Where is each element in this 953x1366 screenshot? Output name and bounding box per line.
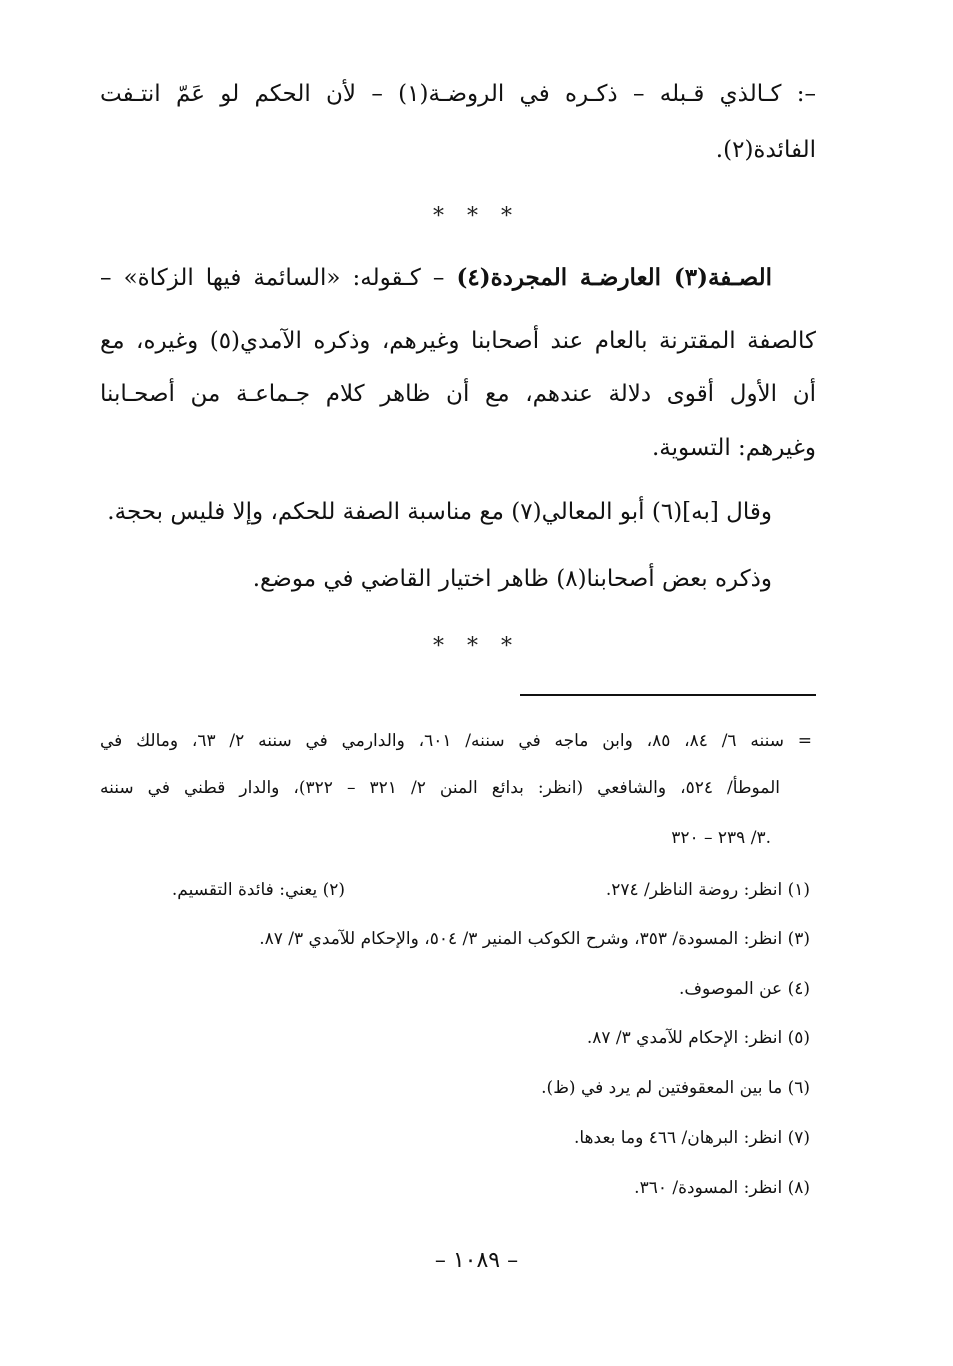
footnote-4: (٤) عن الموصوف. <box>678 979 810 999</box>
body-line: –: كـالذي قـبله – ذكـره في الروضـة(١) – لأن الحكم لو عَمّ انتـفت <box>100 81 816 107</box>
footnote-line: الموطأ/ ٥٢٤، والشافعي (انظر: بدائع المنن ٢/ ٣٢١ – ٣٢٢)، والدار قطني في سننه <box>100 778 781 798</box>
footnote-divider <box>520 694 816 696</box>
footnote-line: ٣/ ٢٣٩ – ٣٢٠. <box>671 828 771 848</box>
body-line: أن الأول أقوى دلالة عندهم، مع أن ظاهر كلام جـماعـة من أصحـابنا <box>100 381 816 407</box>
footnote-8: (٨) انظر: المسودة/ ٣٦٠. <box>634 1178 810 1198</box>
body-line: وغيرهم: التسوية. <box>651 435 816 461</box>
footnote-7: (٧) انظر: البرهان/ ٤٦٦ وما بعدها. <box>573 1128 810 1148</box>
footnote-3: (٣) انظر: المسودة/ ٣٥٣، وشرح الكوكب المنير ٣/ ٥٠٤، والإحكام للآمدي ٣/ ٨٧. <box>259 929 810 949</box>
footnote-2: (٢) يعني: فائدة التقسيم. <box>171 880 345 900</box>
body-line: كالصفة المقترنة بالعام عند أصحابنا وغيرهم، وذكره الآمدي(٥) وغيره، مع <box>100 328 816 354</box>
body-line: وذكره بعض أصحابنا(٨) ظاهر اختيار القاضي في موضع. <box>252 566 772 592</box>
footnote-5: (٥) انظر: الإحكام للآمدي ٣/ ٨٧. <box>586 1028 810 1048</box>
footnote-line: = سننه ٦/ ٨٤، ٨٥، وابن ماجه في سننه/ ٦٠١، والدارمي في سننه ٢/ ٦٣، ومالك في <box>100 731 812 751</box>
section-heading: الصـفة(٣) العارضـة المجردة(٤) <box>456 264 773 291</box>
footnote-6: (٦) ما بين المعقوفتين لم يرد في (ظ). <box>541 1078 810 1098</box>
heading-continuation: – كـقوله: «السائمة فيها الزكاة» – <box>100 265 445 291</box>
body-line: الفائدة(٢). <box>715 137 816 163</box>
footnote-1: (١) انظر: روضة الناظر/ ٢٧٤. <box>605 880 810 900</box>
section-separator: * * * <box>433 634 520 659</box>
section-separator: * * * <box>433 204 520 229</box>
page-number: – ١٠٨٩ – <box>434 1248 519 1273</box>
body-line <box>100 262 772 294</box>
body-line: وقال [به](٦) أبو المعالي(٧) مع مناسبة الصفة للحكم، وإلا فليس بحجة. <box>107 499 772 525</box>
